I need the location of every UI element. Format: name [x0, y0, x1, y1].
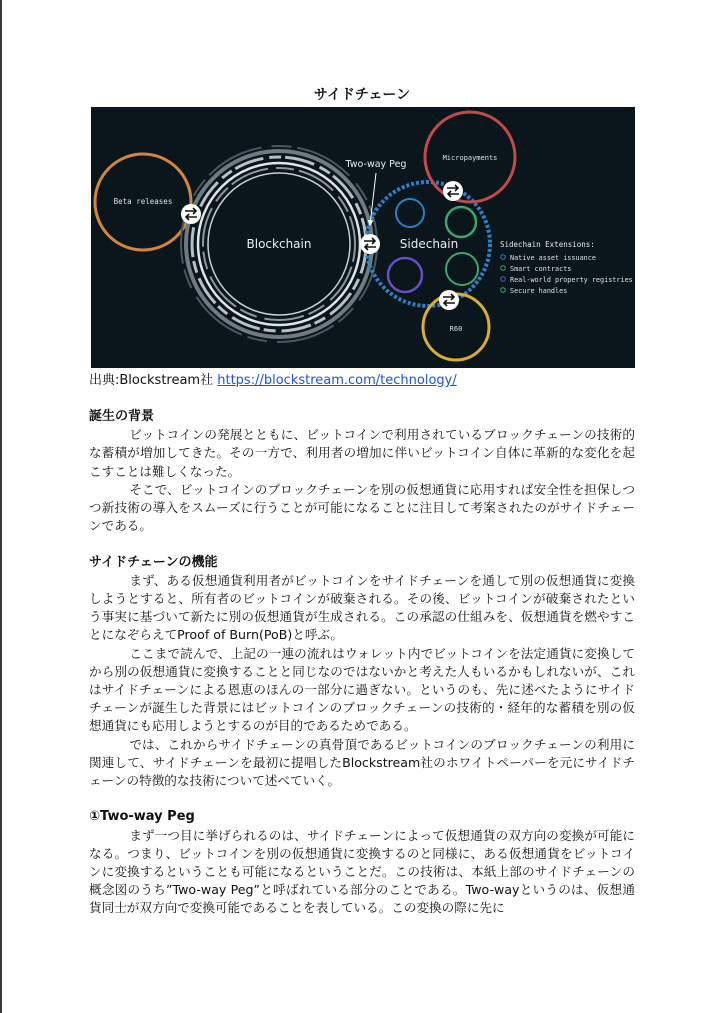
- diagram-svg: [91, 107, 635, 368]
- inner-ring-green-top: [446, 207, 476, 237]
- paragraph: では、これからサイドチェーンの真骨頂であるビットコインのブロックチェーンの利用に関連して、サイドチェーンを最初に提唱したBlockstream社のホワイトペーパーを元にサイドチェーンの特徴的な技術について述べていく。: [89, 736, 635, 789]
- section-heading: サイドチェーンの機能: [89, 554, 218, 570]
- beta-releases-label: Beta releases: [113, 197, 173, 206]
- page-title: サイドチェーン: [313, 87, 411, 103]
- figure-caption: [89, 372, 457, 390]
- extension-item: Smart contracts: [510, 265, 572, 273]
- sidechain-diagram: [91, 107, 635, 368]
- micropayments-label: Micropayments: [442, 154, 498, 162]
- paragraph: ビットコインの発展とともに、ビットコインで利用されているブロックチェーンの技術的な蓄積が増加してきた。その一方で、利用者の増加に伴いビットコイン自体に革新的な変化を起こすことは難しくなった。: [89, 427, 635, 479]
- r60-label: R60: [449, 325, 463, 333]
- page-left-border: [0, 0, 2, 1013]
- extension-item: Secure handles: [510, 287, 568, 295]
- extensions-list: [501, 254, 633, 295]
- swap-icon: [439, 290, 459, 310]
- sidechain-label: Sidechain: [399, 237, 459, 251]
- swap-icon: [181, 204, 201, 224]
- paragraph: まず、ある仮想通貨利用者がビットコインをサイドチェーンを通して別の仮想通貨に変換しようとすると、所有者のビットコインが破棄される。その後、ビットコインが破棄されたという事実に基づいて新たに別の仮想通貨が生成される。この承認の仕組みを、仮想通貨を燃やすことになぞらえてProof of Burn(PoB)と呼ぶ。: [89, 572, 635, 643]
- swap-icon: [360, 234, 380, 254]
- two-way-peg-label: Two-way Peg: [345, 159, 407, 170]
- extensions-title: Sidechain Extensions:: [500, 240, 595, 249]
- document-body: [89, 408, 635, 918]
- paragraph: まず一つ目に挙げられるのは、サイドチェーンによって仮想通貨の双方向の変換が可能になる。つまり、ビットコインを別の仮想通貨に変換するのと同様に、ある仮想通貨をビットコインに変換するということも可能になるということだ。この技術は、本紙上部のサイドチェーンの概念図のうち”Two-way Peg”と呼ばれている部分のことである。Two-wayというのは、仮想通貨同士が双方向で変換可能であることを表している。この変換の際に先に: [89, 827, 635, 916]
- section-heading: ①Two-way Peg: [89, 809, 195, 825]
- inner-ring-blue: [396, 199, 424, 227]
- paragraph: そこで、ビットコインのブロックチェーンを別の仮想通貨に応用すれば安全性を担保しつつ新技術の導入をスムーズに行うことが可能になることに注目して考案されたのがサイドチェーンである。: [89, 481, 635, 534]
- extension-item: Real-world property registries: [510, 276, 633, 284]
- blockchain-label: Blockchain: [246, 237, 312, 251]
- paragraph: ここまで読んで、上記の一連の流れはウォレット内でビットコインを法定通貨に変換してから別の仮想通貨に変換することと同じなのではないかと考えた人もいるかもしれないが、これはサイドチェーンによる恩恵のほんの一部分に過ぎない。というのも、先に述べたようにサイドチェーンが誕生した背景にはビットコインのブロックチェーンの技術的・経年的な蓄積を別の仮想通貨にも応用しようとするのが目的であるためである。: [89, 645, 635, 734]
- inner-ring-green-bottom: [446, 253, 478, 285]
- section-heading: 誕生の背景: [89, 409, 155, 424]
- caption-link[interactable]: https://blockstream.com/technology/: [217, 373, 457, 388]
- inner-ring-purple: [388, 258, 422, 292]
- caption-source: 出典:Blockstream社: [89, 373, 218, 388]
- extension-item: Native asset issuance: [510, 254, 596, 262]
- swap-icon: [443, 181, 463, 201]
